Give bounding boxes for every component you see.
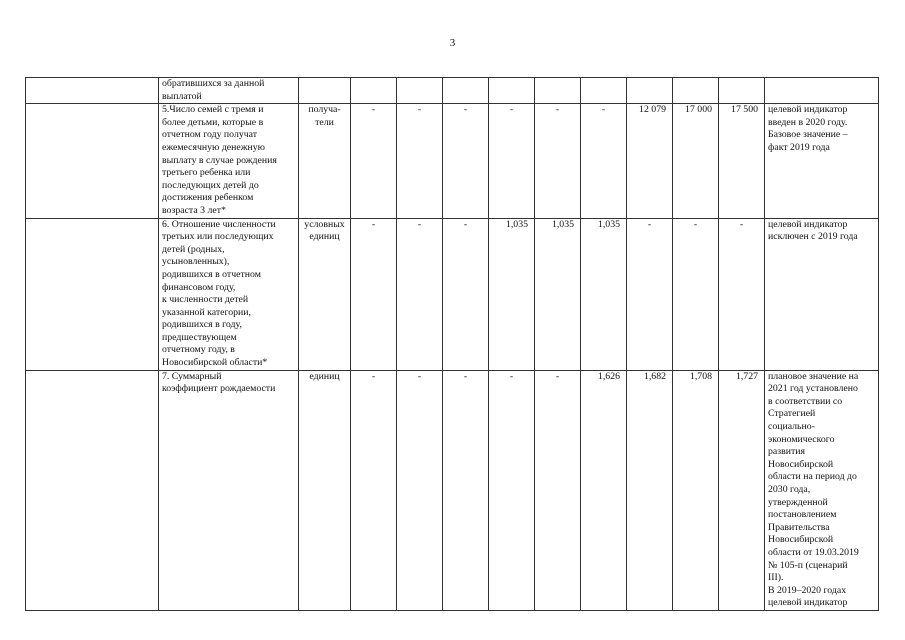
value-cell: 12 079 xyxy=(627,104,673,218)
name-line: отчетном году получат xyxy=(162,129,258,141)
value-cell: - xyxy=(627,218,673,370)
value-cell: 17 000 xyxy=(673,104,719,218)
value-cell xyxy=(443,78,489,104)
name-line: 5.Число семей с тремя и xyxy=(162,104,264,116)
value-cell: - xyxy=(443,104,489,218)
value-cell xyxy=(627,78,673,104)
value-cell: - xyxy=(443,218,489,370)
value-cell: - xyxy=(719,218,765,370)
indicator-name-cell xyxy=(159,370,299,610)
value-cell: - xyxy=(443,370,489,610)
note-line: III). xyxy=(768,572,784,584)
value-cell: - xyxy=(535,104,581,218)
name-line: коэффициент рождаемости xyxy=(162,383,276,395)
value-cell xyxy=(719,78,765,104)
note-line: В 2019–2020 годах xyxy=(768,584,847,596)
unit-line: получа- xyxy=(308,104,341,116)
value-cell: - xyxy=(397,104,443,218)
value-cell: 1,708 xyxy=(673,370,719,610)
note-line: факт 2019 года xyxy=(768,141,830,153)
note-line: социально- xyxy=(768,421,815,433)
unit-line: условных xyxy=(304,218,345,230)
note-line: введен в 2020 году. xyxy=(768,116,848,128)
note-line: Новосибирской xyxy=(768,458,834,470)
name-line: указанной категории, xyxy=(162,306,251,318)
value-cell: - xyxy=(351,370,397,610)
value-cell: 1,727 xyxy=(719,370,765,610)
name-line: Новосибирской области* xyxy=(162,357,268,369)
name-line: родившихся в году, xyxy=(162,319,242,331)
note-line: области на период до xyxy=(768,471,857,483)
value-cell xyxy=(489,78,535,104)
indicator-name-cell xyxy=(159,218,299,370)
unit-line: единиц xyxy=(309,370,340,382)
indicator-name-cell xyxy=(159,78,299,104)
note-line: развития xyxy=(768,446,806,458)
name-line: 6. Отношение численности xyxy=(162,218,276,230)
value-cell: 1,626 xyxy=(581,370,627,610)
name-line: третьего ребенка или xyxy=(162,167,251,179)
unit-cell xyxy=(299,78,351,104)
note-line: целевой индикатор xyxy=(768,104,848,116)
indicator-name-cell xyxy=(159,104,299,218)
row-number-cell xyxy=(26,78,159,104)
value-cell: 1,035 xyxy=(489,218,535,370)
note-cell xyxy=(765,218,879,370)
table-row xyxy=(26,218,879,370)
name-line: последующих детей до xyxy=(162,179,259,191)
row-number-cell xyxy=(26,218,159,370)
value-cell xyxy=(397,78,443,104)
name-line: обратившихся за данной xyxy=(162,78,265,89)
note-line: экономического xyxy=(768,433,835,445)
value-cell: - xyxy=(351,218,397,370)
row-number-cell xyxy=(26,104,159,218)
value-cell xyxy=(351,78,397,104)
name-line: родившихся в отчетном xyxy=(162,268,261,280)
value-cell xyxy=(535,78,581,104)
row-number-cell xyxy=(26,370,159,610)
unit-line: единиц xyxy=(309,231,340,243)
name-line: к численности детей xyxy=(162,294,249,306)
note-line: 2030 года, xyxy=(768,484,811,495)
page-number: 3 xyxy=(449,37,456,49)
note-line: исключен с 2019 года xyxy=(768,231,858,243)
value-cell: 1,035 xyxy=(535,218,581,370)
note-cell xyxy=(765,370,879,610)
value-cell: - xyxy=(581,104,627,218)
value-cell: 1,035 xyxy=(581,218,627,370)
name-line: финансовом году, xyxy=(162,281,236,293)
note-line: 2021 год установлено xyxy=(768,383,858,395)
note-line: целевой индикатор xyxy=(768,218,848,230)
value-cell: - xyxy=(673,218,719,370)
note-line: в соответствии со xyxy=(768,395,843,407)
name-line: выплатой xyxy=(162,90,202,102)
note-cell xyxy=(765,104,879,218)
value-cell: - xyxy=(489,370,535,610)
name-line: возраста 3 лет* xyxy=(162,204,226,216)
note-line: целевой индикатор xyxy=(768,597,848,609)
name-line: третьих или последующих xyxy=(162,231,274,243)
unit-cell xyxy=(299,218,351,370)
table-row xyxy=(26,78,879,104)
name-line: выплату в случае рождения xyxy=(162,154,277,166)
name-line: детей (родных, xyxy=(162,243,225,255)
unit-cell xyxy=(299,104,351,218)
unit-line: тели xyxy=(315,116,334,128)
table-row xyxy=(26,104,879,218)
note-line: Правительства xyxy=(768,521,830,533)
name-line: ежемесячную денежную xyxy=(162,141,265,153)
indicators-table xyxy=(25,77,879,611)
table-row xyxy=(26,370,879,610)
value-cell: - xyxy=(397,218,443,370)
name-line: 7. Суммарный xyxy=(162,370,222,382)
unit-cell xyxy=(299,370,351,610)
name-line: усыновленных), xyxy=(162,256,230,268)
name-line: предшествующем xyxy=(162,331,237,343)
note-line: области от 19.03.2019 xyxy=(768,546,859,558)
value-cell: - xyxy=(397,370,443,610)
value-cell: 1,682 xyxy=(627,370,673,610)
value-cell: - xyxy=(489,104,535,218)
note-line: Стратегией xyxy=(768,408,816,420)
name-line: достижения ребенком xyxy=(162,192,254,204)
value-cell xyxy=(581,78,627,104)
note-line: плановое значение на xyxy=(768,370,859,382)
name-line: отчетному году, в xyxy=(162,344,235,356)
value-cell: - xyxy=(535,370,581,610)
name-line: более детьми, которые в xyxy=(162,116,264,128)
value-cell: - xyxy=(351,104,397,218)
note-line: постановлением xyxy=(768,509,837,521)
note-line: № 105-п (сценарий xyxy=(768,559,848,571)
value-cell xyxy=(673,78,719,104)
value-cell: 17 500 xyxy=(719,104,765,218)
note-line: утвержденной xyxy=(768,496,828,508)
note-line: Базовое значение – xyxy=(768,129,848,141)
note-cell xyxy=(765,78,879,104)
note-line: Новосибирской xyxy=(768,534,834,546)
